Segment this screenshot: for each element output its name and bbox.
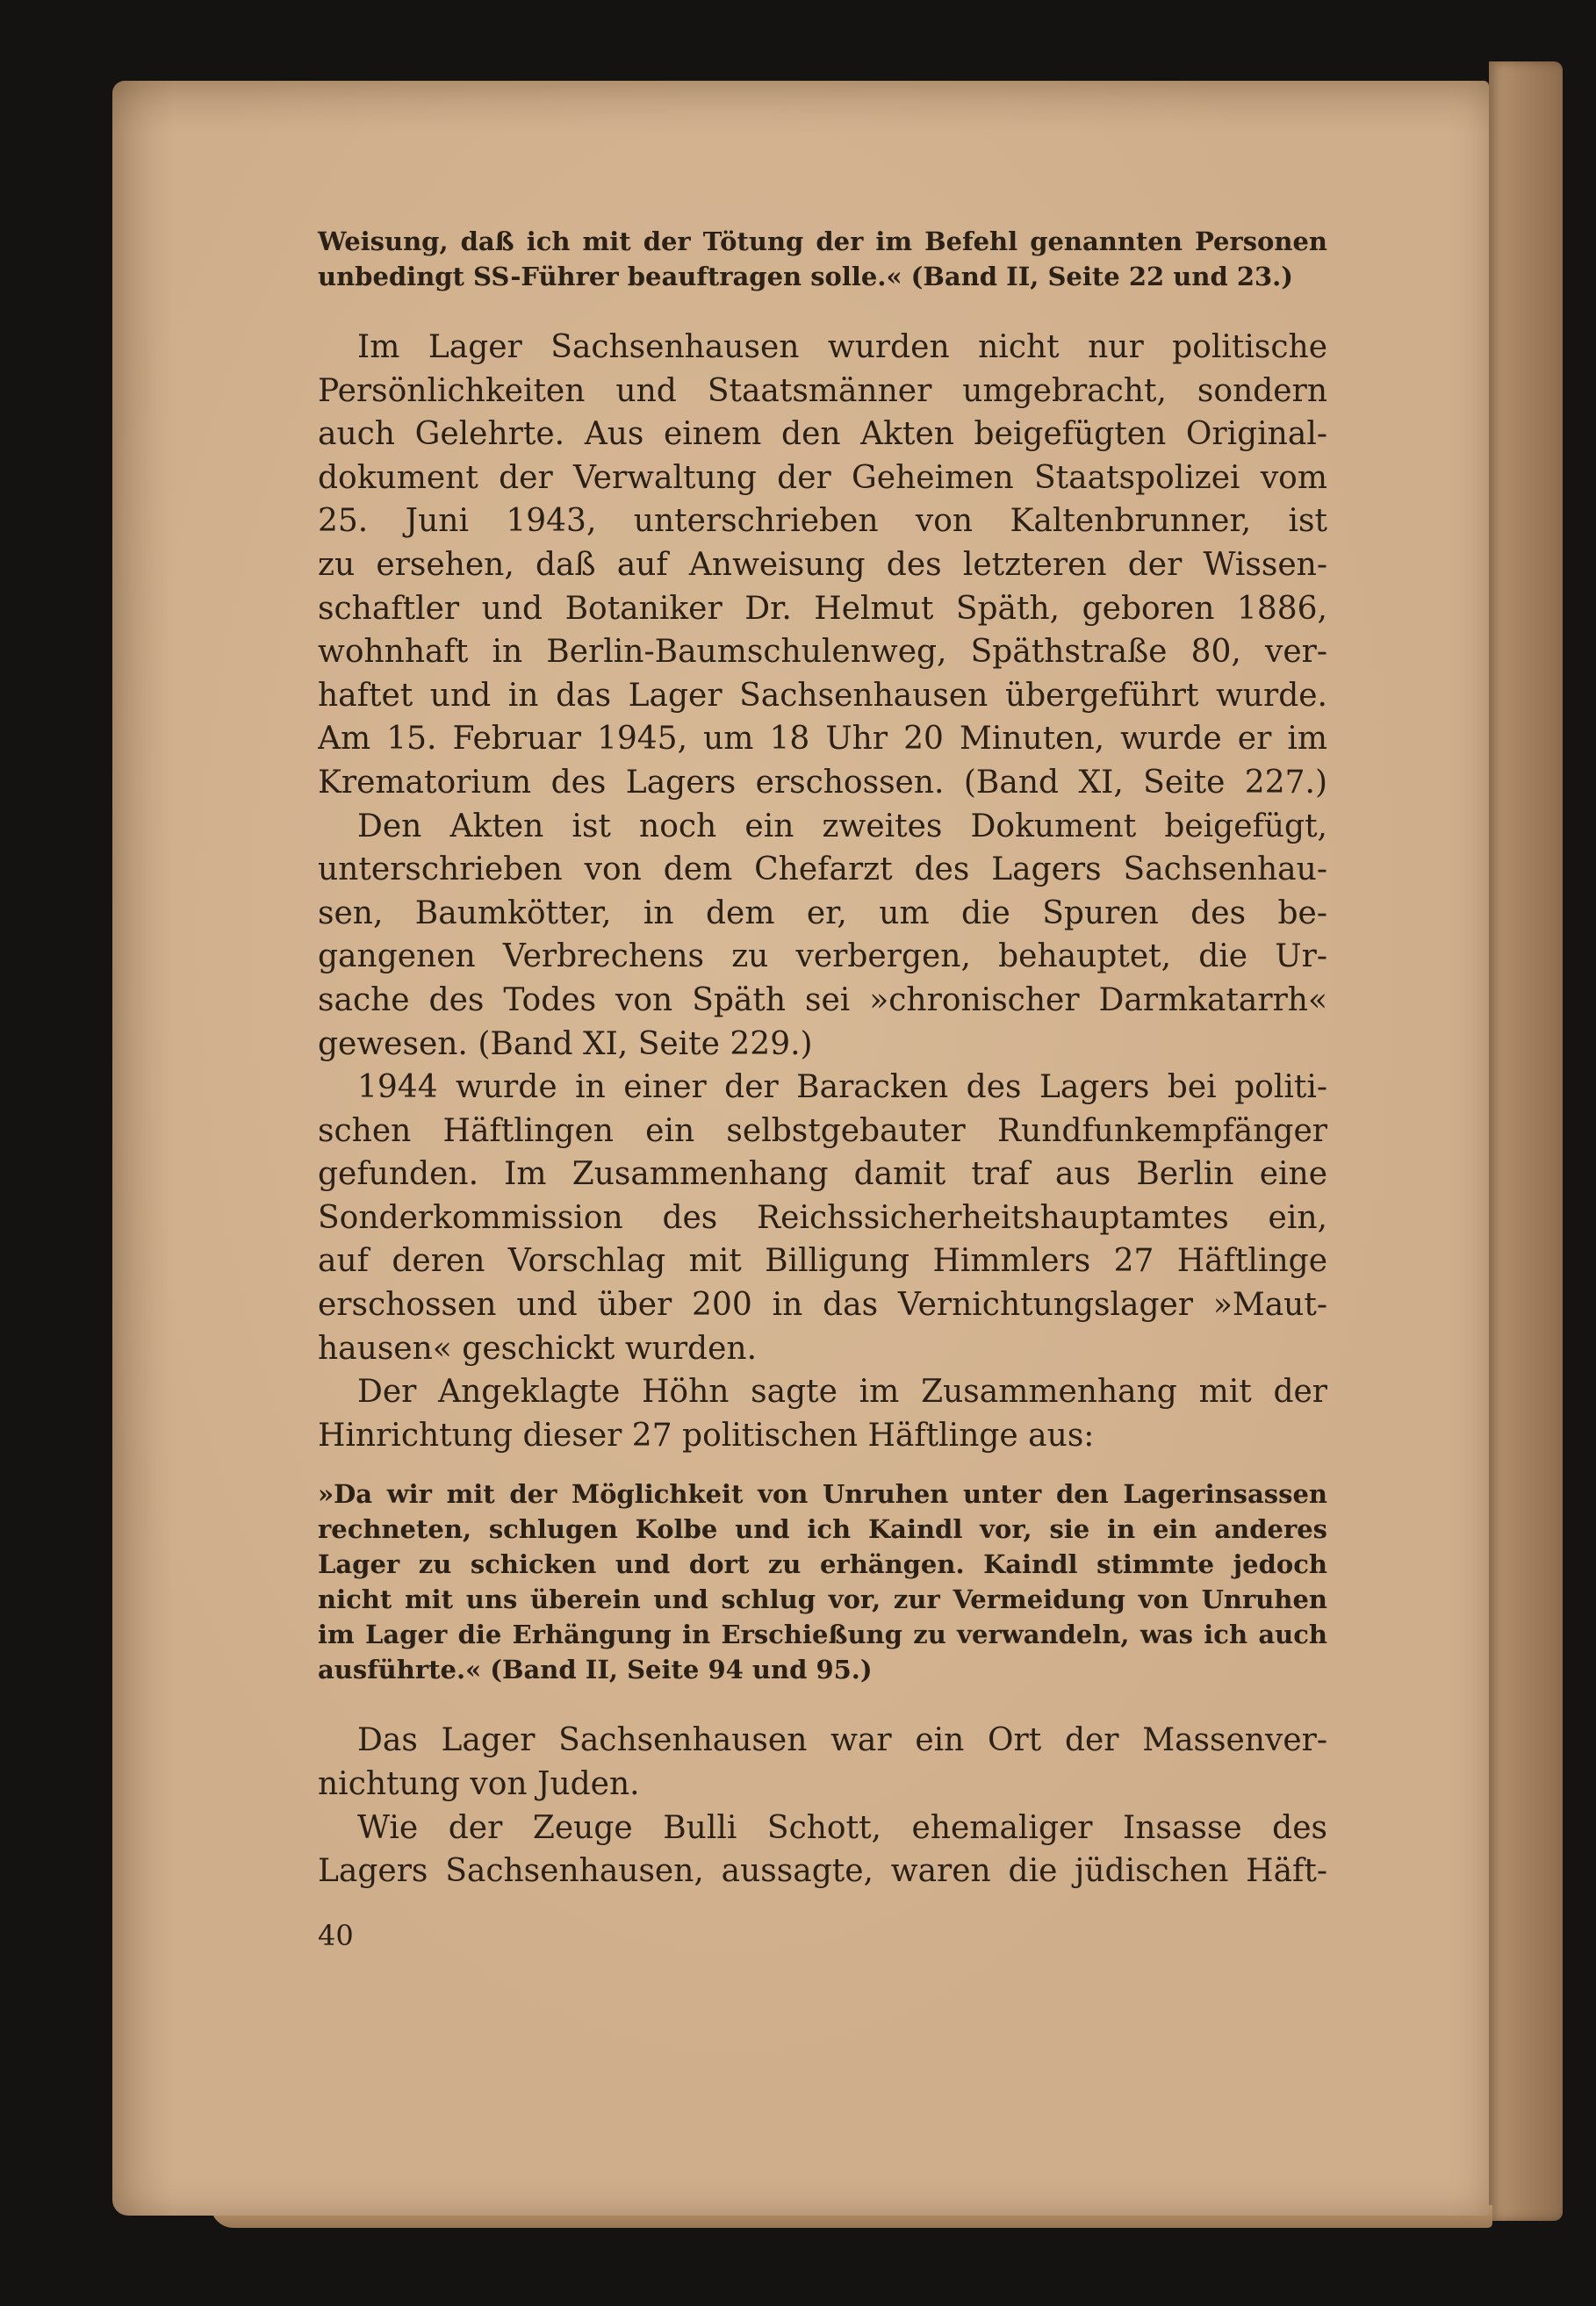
text-line: Der Angeklagte Höhn sagte im Zusammenhang mit der [357, 1374, 1327, 1411]
paragraph [318, 805, 1327, 1067]
text-line: im Lager die Erhängung in Erschießung zu verwandeln, was ich auch [318, 1620, 1327, 1650]
text-line: nicht mit uns überein und schlug vor, zur Vermeidung von Unruhen [318, 1584, 1327, 1615]
text-line: haftet und in das Lager Sachsenhausen übergeführt wurde. [318, 677, 1327, 714]
text-line: Wie der Zeuge Bulli Schott, ehemaliger Insasse des [357, 1809, 1327, 1846]
text-line: zu ersehen, daß auf Anweisung des letzteren der Wissen- [318, 546, 1327, 583]
paragraph [318, 1719, 1327, 1806]
text-line: unbedingt SS-Führer beauftragen solle.« (Band II, Seite 22 und 23.) [318, 262, 1293, 291]
text-line: Lagers Sachsenhausen, aussagte, waren die jüdischen Häft- [318, 1853, 1327, 1890]
text-line: ausführte.« (Band II, Seite 94 und 95.) [318, 1655, 873, 1685]
text-line: Persönlichkeiten und Staatsmänner umgebracht, sondern [318, 372, 1327, 409]
text-line: Sonderkommission des Reichssicherheitshauptamtes ein, [318, 1199, 1327, 1236]
text-line: 1944 wurde in einer der Baracken des Lagers bei politi- [357, 1069, 1327, 1106]
page-content [318, 224, 1327, 1893]
text-line: gangenen Verbrechens zu verbergen, behauptet, die Ur- [318, 938, 1327, 975]
text-line: Den Akten ist noch ein zweites Dokument beigefügt, [357, 808, 1327, 844]
paragraph [318, 1807, 1327, 1893]
text-line: erschossen und über 200 in das Vernichtungslager »Maut- [318, 1287, 1327, 1324]
text-line: auch Gelehrte. Aus einem den Akten beigefügten Original- [318, 416, 1327, 453]
text-line: schaftler und Botaniker Dr. Helmut Späth, geboren 1886, [318, 590, 1327, 627]
text-line: Am 15. Februar 1945, um 18 Uhr 20 Minuten, wurde er im [318, 721, 1327, 758]
text-line: Das Lager Sachsenhausen war ein Ort der Massenver- [357, 1722, 1327, 1759]
text-line: Hinrichtung dieser 27 politischen Häftlinge aus: [318, 1417, 1095, 1454]
text-line: dokument der Verwaltung der Geheimen Staatspolizei vom [318, 459, 1327, 496]
text-line: nichtung von Juden. [318, 1766, 640, 1803]
page-stack-edge [1489, 61, 1563, 2221]
text-line: Krematorium des Lagers erschossen. (Band XI, Seite 227.) [318, 764, 1327, 801]
text-line: wohnhaft in Berlin-Baumschulenweg, Späthstraße 80, ver- [318, 634, 1327, 671]
text-line: gefunden. Im Zusammenhang damit traf aus Berlin eine [318, 1156, 1327, 1193]
paragraph [318, 1370, 1327, 1457]
paragraph [318, 326, 1327, 805]
inner-quote [318, 1476, 1327, 1687]
text-line: »Da wir mit der Möglichkeit von Unruhen unter den Lagerinsassen [318, 1479, 1327, 1510]
text-line: rechneten, schlugen Kolbe und ich Kaindl vor, sie in ein anderes [318, 1514, 1327, 1545]
text-line: auf deren Vorschlag mit Billigung Himmlers 27 Häftlinge [318, 1243, 1327, 1280]
text-line: unterschrieben von dem Chefarzt des Lagers Sachsenhau- [318, 851, 1327, 888]
text-line: sen, Baumkötter, in dem er, um die Spuren des be- [318, 894, 1327, 931]
text-line: Lager zu schicken und dort zu erhängen. Kaindl stimmte jedoch [318, 1549, 1327, 1580]
text-line: sache des Todes von Späth sei »chronischer Darmkatarrh« [318, 981, 1327, 1018]
text-line: Weisung, daß ich mit der Tötung der im Befehl genannten Personen [318, 226, 1327, 256]
text-line: schen Häftlingen ein selbstgebauter Rundfunkempfänger [318, 1112, 1327, 1149]
top-quote [318, 224, 1327, 294]
paragraph [318, 1066, 1327, 1370]
page-number: 40 [318, 1919, 354, 1952]
text-line: gewesen. (Band XI, Seite 229.) [318, 1025, 813, 1062]
text-line: Im Lager Sachsenhausen wurden nicht nur politische [357, 329, 1327, 365]
text-line: hausen« geschickt wurden. [318, 1330, 758, 1367]
text-line: 25. Juni 1943, unterschrieben von Kaltenbrunner, ist [318, 503, 1327, 540]
